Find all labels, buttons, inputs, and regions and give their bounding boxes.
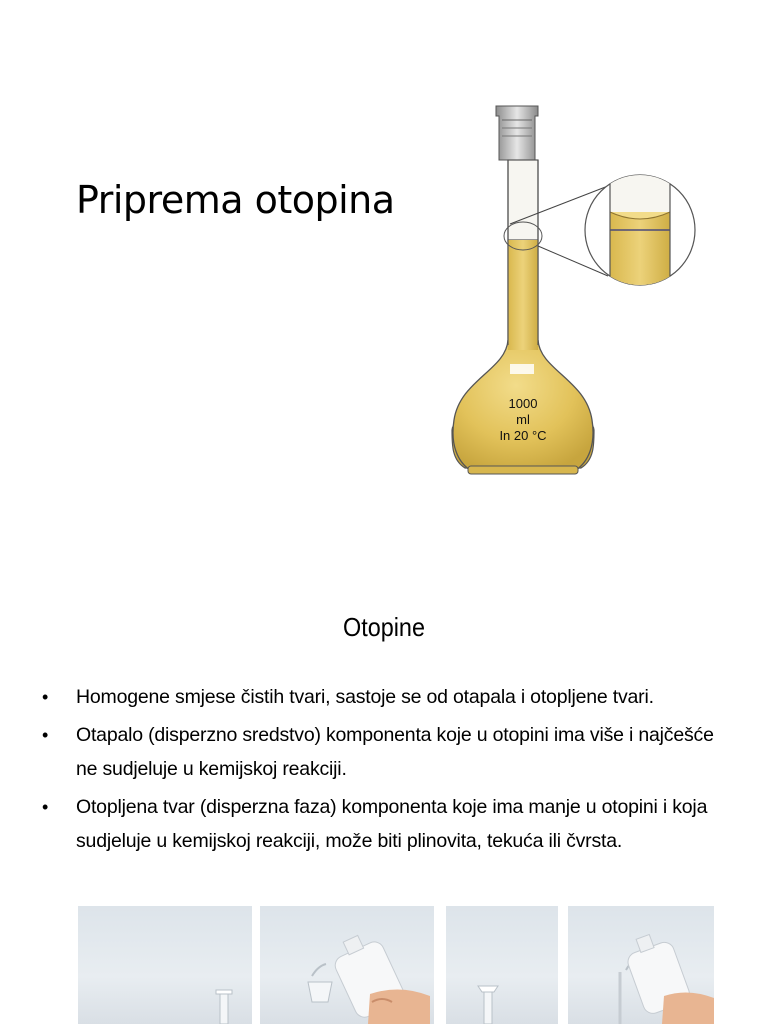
bullet-icon: • [42,797,49,817]
flask-volume: 1000 [508,396,538,411]
wash-bottle-photo-icon [260,906,434,1024]
photo-wash-bottle-fill [568,906,714,1024]
bullet-text: Homogene smjese čistih tvari, sastoje se od otapala i otopljene tvari. [76,686,654,708]
bullet-text: Otapalo (disperzno sredstvo) komponenta koje u otopini ima više i najčešće ne sudjeluje u kemijskoj reakciji. [76,724,714,780]
bullet-icon: • [42,687,49,707]
slide-title: Otopine [343,612,425,642]
wash-bottle-fill-photo-icon [568,906,714,1024]
flask-neck-photo-icon [446,906,558,1024]
bullet-list [42,680,732,862]
bullet-icon: • [42,725,49,745]
bullet-item [42,718,732,786]
flask-unit: ml [516,412,530,427]
slide-otopine [0,560,768,1024]
photo-wash-bottle-pour [260,906,434,1024]
bullet-text: Otopljena tvar (disperzna faza) komponenta koje ima manje u otopini i koja sudjeluje u kemijskoj reakciji, može biti plinovita, tekuća ili čvrsta. [76,796,708,852]
photo-flask-neck [446,906,558,1024]
bullet-item [42,680,732,714]
flask-temperature: In 20 °C [499,428,547,443]
volumetric-flask-illustration [440,100,720,485]
flask-photo-icon [78,906,252,1024]
bullet-item [42,790,732,858]
photo-flask-setup [78,906,252,1024]
slide-title: Priprema otopina [76,178,395,222]
